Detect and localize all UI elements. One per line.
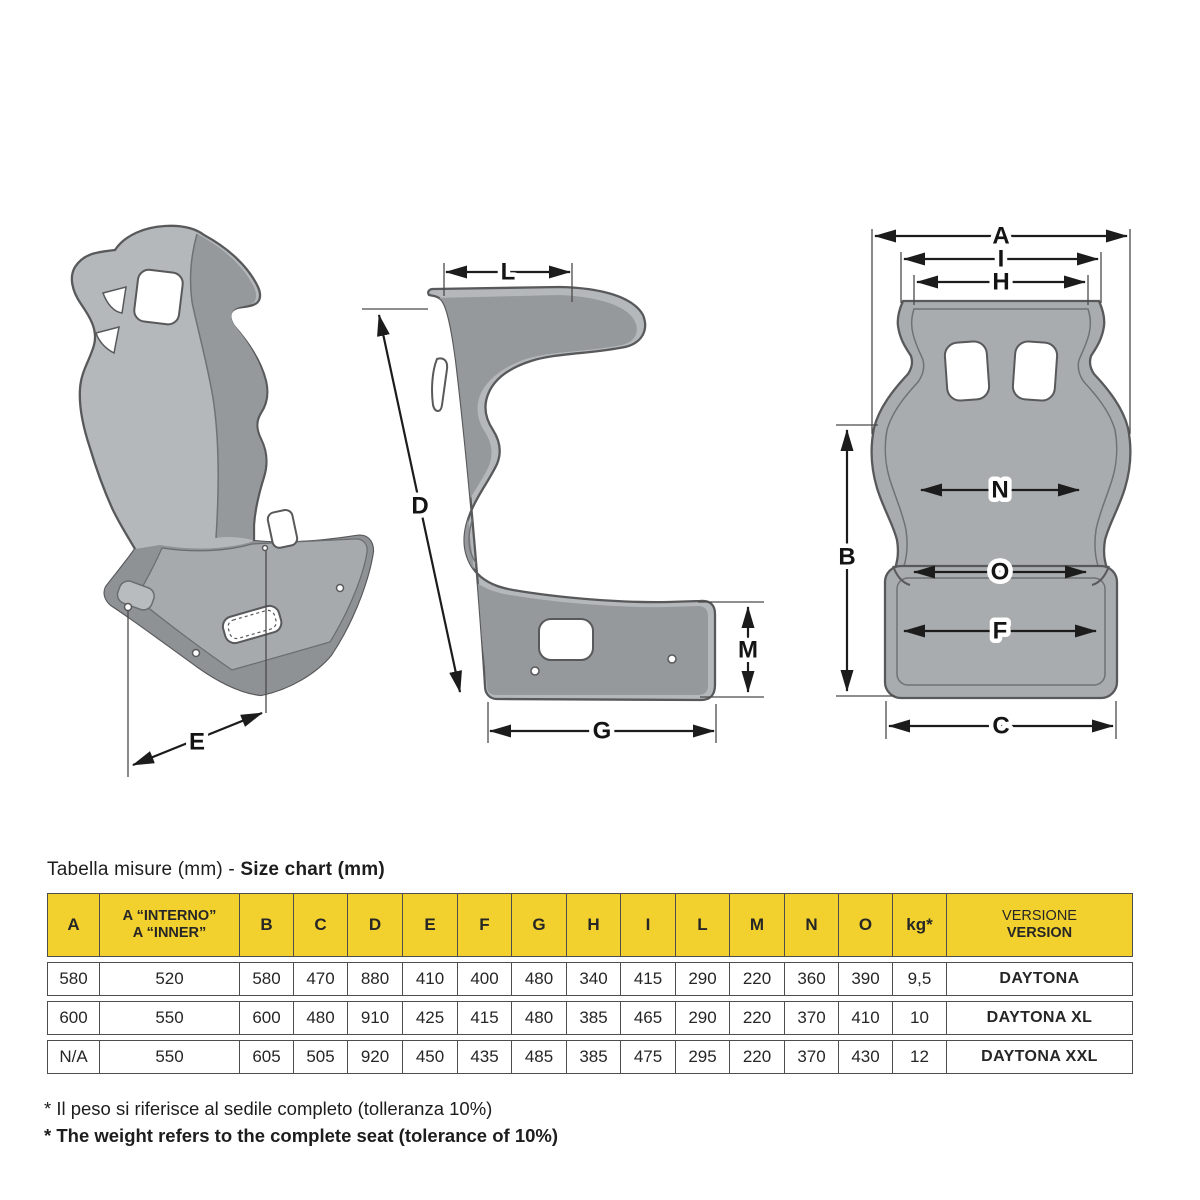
col-header-d: D (348, 893, 403, 957)
col-header-l: L (676, 893, 730, 957)
cell-kg: 10 (893, 1001, 947, 1035)
cell-a-inner: 550 (100, 1040, 240, 1074)
mounting-hole (193, 650, 200, 657)
cell-e: 425 (403, 1001, 458, 1035)
mounting-hole (337, 585, 344, 592)
mounting-hole (125, 604, 132, 611)
cell-f: 400 (458, 962, 512, 996)
cell-c: 470 (294, 962, 348, 996)
front-backrest-outline (872, 301, 1131, 568)
cell-b: 580 (240, 962, 294, 996)
harness-hole-right (1012, 341, 1058, 402)
cell-d: 880 (348, 962, 403, 996)
seat-front-view (836, 223, 1130, 740)
dim-label-h: H (992, 268, 1010, 296)
col-header-version-en: VERSION (1006, 925, 1073, 941)
table-row-daytona-xxl (47, 1040, 1133, 1074)
col-header-i: I (621, 893, 676, 957)
dim-label-o: O (990, 558, 1010, 586)
size-chart-title-italian: Tabella misure (mm) - (47, 859, 241, 880)
cell-f: 415 (458, 1001, 512, 1035)
cell-n: 360 (785, 962, 839, 996)
side-small-hole (668, 655, 676, 663)
table-row-daytona (47, 962, 1133, 996)
cell-l: 290 (676, 962, 730, 996)
harness-hole-left (944, 341, 990, 402)
table-row-daytona-xl (47, 1001, 1133, 1035)
cell-i: 415 (621, 962, 676, 996)
cell-m: 220 (730, 962, 785, 996)
cell-f: 435 (458, 1040, 512, 1074)
size-chart-table (47, 888, 1133, 1079)
dim-label-l: L (500, 258, 516, 286)
cell-kg: 12 (893, 1040, 947, 1074)
cell-a: 580 (47, 962, 100, 996)
dim-label-b: B (838, 543, 856, 571)
cell-g: 485 (512, 1040, 567, 1074)
cell-m: 220 (730, 1040, 785, 1074)
cell-m: 220 (730, 1001, 785, 1035)
side-harness-slot (432, 358, 447, 411)
cell-a: 600 (47, 1001, 100, 1035)
cell-n: 370 (785, 1001, 839, 1035)
col-header-o: O (839, 893, 893, 957)
mounting-hole (263, 546, 268, 551)
dim-label-f: F (992, 617, 1008, 645)
cell-version: DAYTONA XL (947, 1001, 1133, 1035)
footnote-italian: * Il peso si riferisce al sedile completo (tolleranza 10%) (44, 1098, 493, 1119)
cell-i: 465 (621, 1001, 676, 1035)
col-header-a-inner-en: A “INNER” (132, 925, 207, 941)
footnote-english: * The weight refers to the complete seat (tolerance of 10%) (44, 1125, 559, 1146)
table-header-row (47, 893, 1133, 957)
dim-label-g: G (592, 717, 612, 745)
col-header-a-inner (100, 893, 240, 957)
col-header-versione-it: VERSIONE (1002, 908, 1077, 925)
cell-g: 480 (512, 1001, 567, 1035)
col-header-b: B (240, 893, 294, 957)
cell-n: 370 (785, 1040, 839, 1074)
cell-c: 505 (294, 1040, 348, 1074)
cell-h: 340 (567, 962, 621, 996)
col-header-e: E (403, 893, 458, 957)
dim-label-d: D (411, 492, 429, 520)
col-header-n: N (785, 893, 839, 957)
dim-label-n: N (991, 476, 1009, 504)
side-pan-hole (539, 619, 593, 660)
col-header-g: G (512, 893, 567, 957)
cell-a-inner: 520 (100, 962, 240, 996)
seat-perspective-view (72, 226, 373, 777)
cell-i: 475 (621, 1040, 676, 1074)
col-header-h: H (567, 893, 621, 957)
seat-side-view (362, 259, 764, 745)
cell-o: 410 (839, 1001, 893, 1035)
cell-kg: 9,5 (893, 962, 947, 996)
cell-l: 295 (676, 1040, 730, 1074)
cell-d: 920 (348, 1040, 403, 1074)
cell-h: 385 (567, 1040, 621, 1074)
cell-h: 385 (567, 1001, 621, 1035)
cell-a-inner: 550 (100, 1001, 240, 1035)
cell-b: 600 (240, 1001, 294, 1035)
dim-label-c: C (992, 712, 1010, 740)
cell-d: 910 (348, 1001, 403, 1035)
dim-label-a: A (992, 222, 1010, 250)
cell-g: 480 (512, 962, 567, 996)
headrest-hole (133, 269, 184, 326)
cell-a: N/A (47, 1040, 100, 1074)
cell-l: 290 (676, 1001, 730, 1035)
col-header-version (947, 893, 1133, 957)
col-header-m: M (730, 893, 785, 957)
size-chart-title (47, 859, 385, 881)
cell-version: DAYTONA (947, 962, 1133, 996)
dim-label-e: E (188, 728, 206, 756)
size-chart-title-english: Size chart (mm) (240, 859, 385, 880)
col-header-a: A (47, 893, 100, 957)
side-small-hole (531, 667, 539, 675)
col-header-a-interno: A “INTERNO” (122, 908, 217, 925)
cell-e: 450 (403, 1040, 458, 1074)
dim-label-m: M (738, 636, 758, 664)
cell-o: 390 (839, 962, 893, 996)
col-header-c: C (294, 893, 348, 957)
cell-c: 480 (294, 1001, 348, 1035)
cell-e: 410 (403, 962, 458, 996)
dim-label-i: I (997, 245, 1005, 273)
cell-b: 605 (240, 1040, 294, 1074)
cell-version: DAYTONA XXL (947, 1040, 1133, 1074)
cell-o: 430 (839, 1040, 893, 1074)
col-header-kg: kg* (893, 893, 947, 957)
side-inner-contour (469, 363, 668, 600)
col-header-f: F (458, 893, 512, 957)
